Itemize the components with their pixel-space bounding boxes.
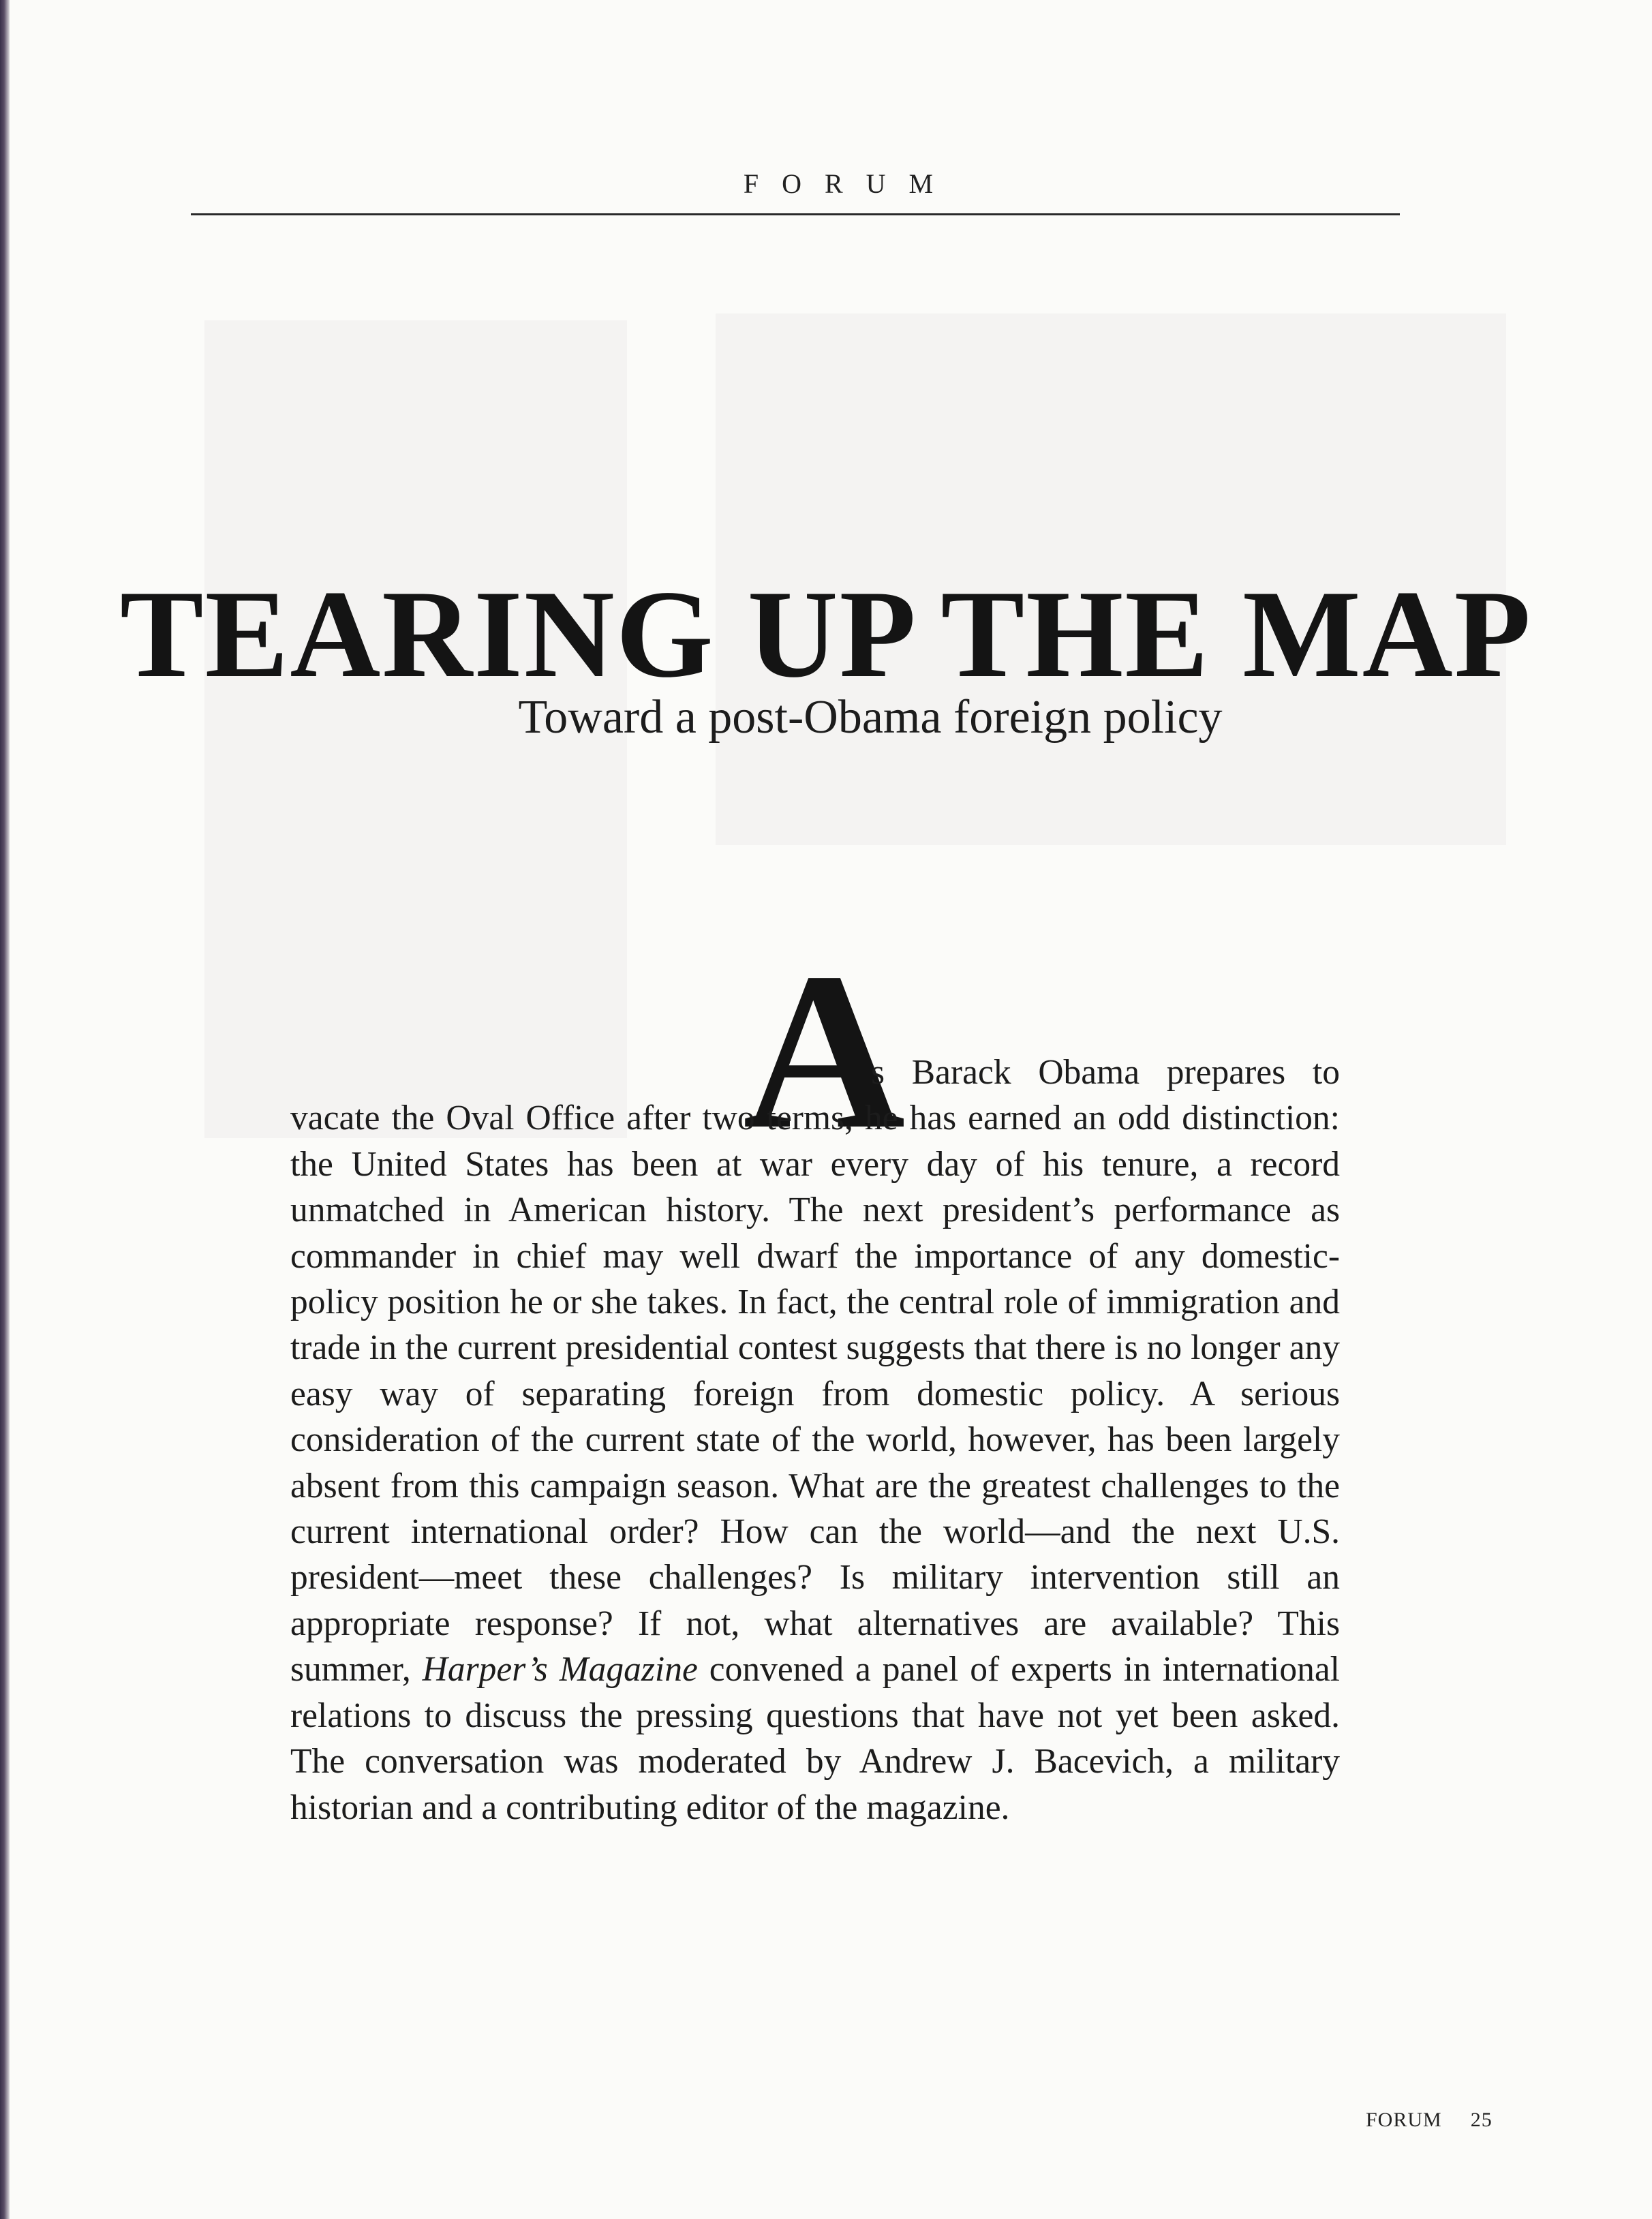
drop-cap: A (743, 927, 906, 1176)
page-footer (1366, 2109, 1493, 2132)
magazine-name: Harper’s Magazine (422, 1650, 698, 1689)
header-rule (191, 213, 1400, 215)
intro-first-line: s Barack Obama prepares to (871, 1053, 1340, 1092)
section-label: FORUM (743, 168, 957, 199)
intro-text-part-2: convened a panel of experts in international relations to discuss the pressing questions that have not yet been asked. The conversation was moderated by Andrew J. Bacevich, a military historian and a contributing editor of the magazine. (290, 1650, 1340, 1827)
footer-section: FORUM (1366, 2109, 1442, 2131)
binding-edge (0, 0, 10, 2219)
intro-text-part-1: vacate the Oval Office after two terms, he has earned an odd distinction: the United States has been at war every day of his tenure, a record unmatched in American history. The next president’s performance as commander in chief may well dwarf the importance of any domestic-policy position he or she takes. In fact, the central role of immigration and trade in the current presidential contest suggests that there is no longer any easy way of separating foreign from domestic policy. A serious consideration of the current state of the world, however, has been largely absent from this campaign season. What are the greatest challenges to the current international order? How can the world—and the next U.S. president—meet these challenges? Is military intervention still an appropriate response? If not, what alternatives are available? This summer, (290, 1099, 1340, 1689)
article-subtitle: Toward a post-Obama foreign policy (518, 691, 1223, 744)
page-number: 25 (1470, 2109, 1493, 2131)
intro-paragraph (290, 1050, 1340, 1831)
article-title: TEARING UP THE MAP (119, 564, 1533, 703)
